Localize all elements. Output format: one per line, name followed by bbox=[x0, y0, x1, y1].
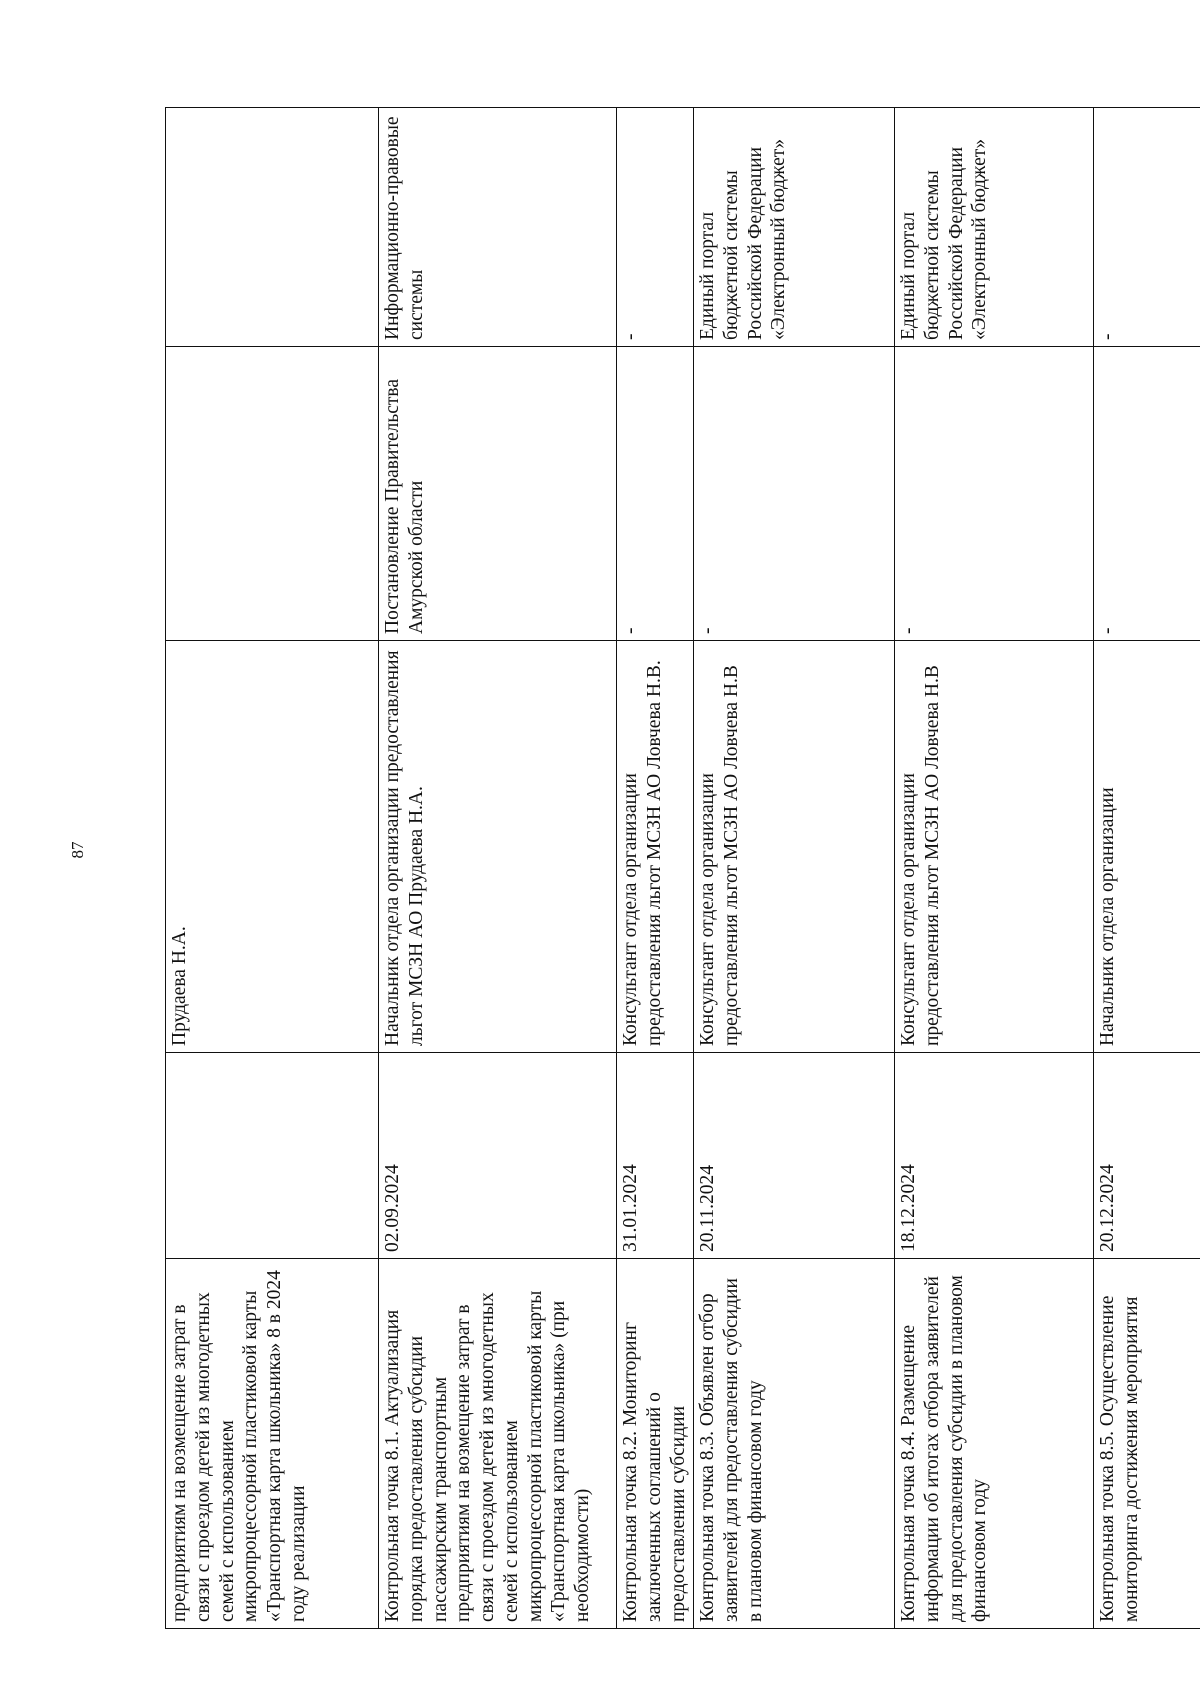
cell-responsible: Консультант отдела организации предоставления льгот МСЗН АО Ловчева Н.В. bbox=[617, 641, 694, 1053]
table-row bbox=[694, 108, 895, 1629]
cell-document: - bbox=[895, 347, 1094, 641]
cell-document: - bbox=[617, 347, 694, 641]
cell-system: Информационно-правовые системы bbox=[379, 108, 617, 347]
cell-date: 02.09.2024 bbox=[379, 1053, 617, 1259]
table-row bbox=[379, 108, 617, 1629]
cell-system: Единый портал бюджетной системы Российской Федерации «Электронный бюджет» bbox=[694, 108, 895, 347]
cell-event: Контрольная точка 8.2. Мониторинг заключенных соглашений о предоставлении субсидии bbox=[617, 1259, 694, 1629]
cell-responsible: Консультант отдела организации предоставления льгот МСЗН АО Ловчева Н.В bbox=[895, 641, 1094, 1053]
cell-document bbox=[166, 347, 379, 641]
page-number: 87 bbox=[68, 841, 87, 859]
cell-document: - bbox=[694, 347, 895, 641]
cell-date: 20.12.2024 bbox=[1094, 1053, 1200, 1259]
cell-date bbox=[166, 1053, 379, 1259]
cell-responsible: Начальник отдела организации предоставления льгот МСЗН АО Прудаева Н.А. bbox=[379, 641, 617, 1053]
cell-event: Контрольная точка 8.1. Актуализация порядка предоставления субсидии пассажирским транспортным предприятиям на возмещение затрат в связи с проездом детей из многодетных семей с использованием микропроцессорной пластиковой карты «Транспортная карта школьника» (при необходимости) bbox=[379, 1259, 617, 1629]
document-table bbox=[165, 107, 1200, 1629]
cell-document: Постановление Правительства Амурской области bbox=[379, 347, 617, 641]
cell-date: 31.01.2024 bbox=[617, 1053, 694, 1259]
cell-event: Контрольная точка 8.4. Размещение информации об итогах отбора заявителей для предоставления субсидии в плановом финансовом году bbox=[895, 1259, 1094, 1629]
cell-event: Контрольная точка 8.3. Объявлен отбор заявителей для предоставления субсидии в плановом финансовом году bbox=[694, 1259, 895, 1629]
cell-responsible: Начальник отдела организации bbox=[1094, 641, 1200, 1053]
cell-date: 18.12.2024 bbox=[895, 1053, 1094, 1259]
rotated-table-area bbox=[165, 108, 1200, 1629]
cell-responsible: Прудаева Н.А. bbox=[166, 641, 379, 1053]
table-row bbox=[895, 108, 1094, 1629]
table-frame bbox=[165, 108, 1200, 1629]
cell-system: Единый портал бюджетной системы Российской Федерации «Электронный бюджет» bbox=[895, 108, 1094, 347]
cell-document: - bbox=[1094, 347, 1200, 641]
cell-event: предприятиям на возмещение затрат в связи с проездом детей из многодетных семей с использованием микропроцессорной пластиковой карты «Транспортная карта школьника» 8 в 2024 году реализации bbox=[166, 1259, 379, 1629]
cell-system: - bbox=[617, 108, 694, 347]
table-row bbox=[166, 108, 379, 1629]
table-row bbox=[1094, 108, 1200, 1629]
cell-date: 20.11.2024 bbox=[694, 1053, 895, 1259]
cell-system: - bbox=[1094, 108, 1200, 347]
table-row bbox=[617, 108, 694, 1629]
cell-event: Контрольная точка 8.5. Осуществление мониторинга достижения мероприятия bbox=[1094, 1259, 1200, 1629]
cell-system bbox=[166, 108, 379, 347]
cell-responsible: Консультант отдела организации предоставления льгот МСЗН АО Ловчева Н.В bbox=[694, 641, 895, 1053]
